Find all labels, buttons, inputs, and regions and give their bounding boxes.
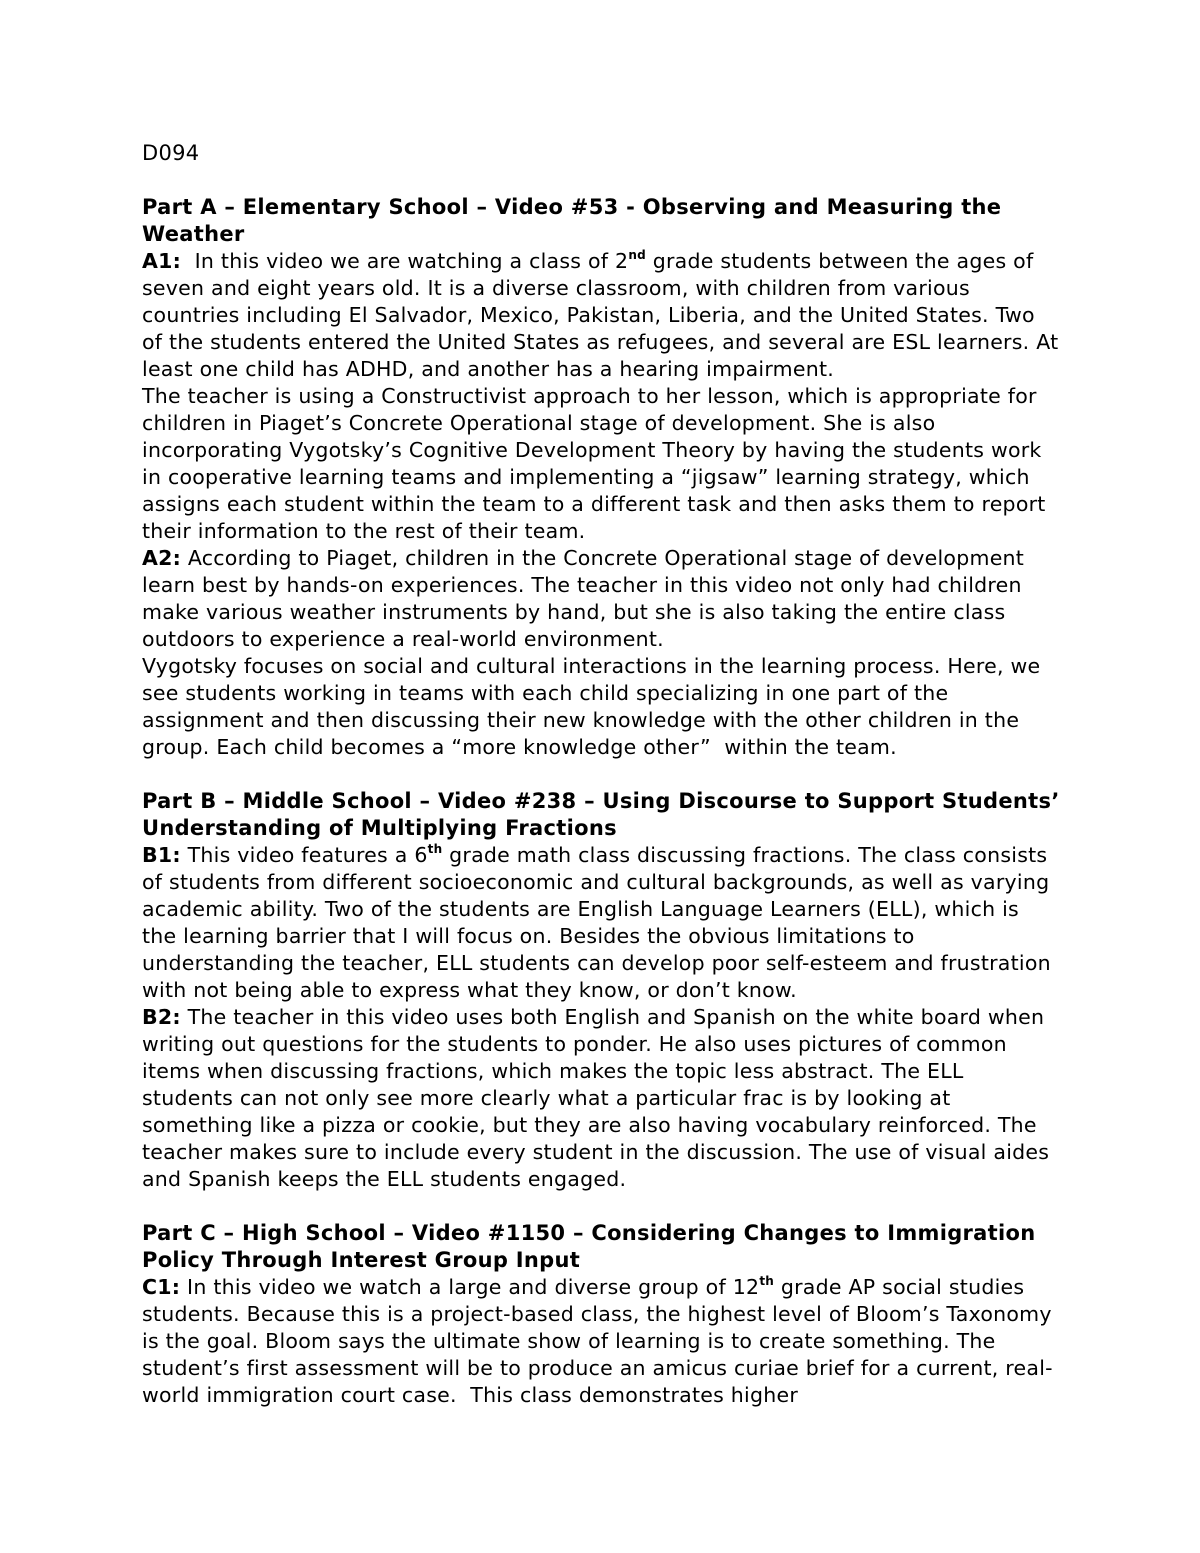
body-paragraph — [142, 383, 1060, 545]
document-code: D094 — [142, 141, 200, 165]
answer-label: B2: — [142, 1005, 181, 1029]
paragraph-text: According to Piaget, children in the Concrete Operational stage of development learn best by hands-on experiences. The teacher in this video not only had children make various weather instruments by hand, but she is also taking the entire class outdoors to experience a real-world environment. — [142, 546, 1031, 651]
document-section — [142, 194, 1066, 761]
paragraph-text: Vygotsky focuses on social and cultural interactions in the learning process. Here, we see students working in teams with each child specializing in one part of the assignment and then discussing their new knowledge with the other children in the group. Each child becomes a “more knowledge other” within the team. — [142, 654, 1048, 759]
document-section — [142, 788, 1060, 1193]
section-heading: Part B – Middle School – Video #238 – Using Discourse to Support Students’ Understanding of Multiplying Fractions — [142, 789, 1060, 840]
answer-label: B1: — [142, 843, 181, 867]
ordinal-suffix: th — [759, 1274, 775, 1288]
paragraph-text: This video features a 6 — [180, 843, 428, 867]
ordinal-suffix: nd — [628, 248, 646, 262]
body-paragraph — [142, 1274, 1060, 1409]
paragraph-text: In this video we are watching a class of 2 — [181, 249, 629, 273]
body-paragraph — [142, 1004, 1060, 1193]
paragraph-text: The teacher in this video uses both English and Spanish on the white board when writing out questions for the students to ponder. He also uses pictures of common items when discussing fractions, which makes the topic less abstract. The ELL students can not only see more clearly what a particular frac is by looking at something like a pizza or cookie, but they are also having vocabulary reinforced. The teacher makes sure to include every student in the discussion. The use of visual aides and Spanish keeps the ELL students engaged. — [142, 1005, 1056, 1191]
document-section — [142, 1220, 1060, 1409]
body-paragraph — [142, 842, 1060, 1004]
paragraph-text: The teacher is using a Constructivist approach to her lesson, which is appropriate for children in Piaget’s Concrete Operational stage of development. She is also incorporating Vygotsky’s Cognitive Development Theory by having the students work in cooperative learning teams and implementing a “jigsaw” learning strategy, which assigns each student within the team to a different task and then asks them to report their information to the rest of their team. — [142, 384, 1053, 543]
paragraph-text: In this video we watch a large and diverse group of 12 — [180, 1275, 760, 1299]
answer-label: A2: — [142, 546, 182, 570]
paragraph-text: grade AP social studies students. Because this is a project-based class, the highest level of Bloom’s Taxonomy is the goal. Bloom says the ultimate show of learning is to create something. The student’s first assessment will be to produce an amicus curiae brief for a current, real-world immigration court case. This class demonstrates higher — [142, 1275, 1059, 1407]
answer-label: A1: — [142, 249, 182, 273]
body-paragraph — [142, 545, 1060, 653]
body-paragraph — [142, 653, 1060, 761]
ordinal-suffix: th — [427, 842, 443, 856]
body-paragraph — [142, 248, 1066, 383]
paragraph-text: grade math class discussing fractions. The class consists of students from different socioeconomic and cultural backgrounds, as well as varying academic ability. Two of the students are English Language Learners (ELL), which is the learning barrier that I will focus on. Besides the obvious limitations to understanding the teacher, ELL students can develop poor self-esteem and frustration with not being able to express what they know, or don’t know. — [142, 843, 1058, 1002]
document-body — [142, 194, 1066, 1409]
answer-label: C1: — [142, 1275, 181, 1299]
section-heading: Part C – High School – Video #1150 – Considering Changes to Immigration Policy Through Interest Group Input — [142, 1221, 1036, 1272]
paragraph-text: grade students between the ages of seven and eight years old. It is a diverse classroom, with children from various countries including El Salvador, Mexico, Pakistan, Liberia, and the United States. Two of the students entered the United States as refugees, and several are ESL learners. At least one child has ADHD, and another has a hearing impairment. — [142, 249, 1066, 381]
section-heading: Part A – Elementary School – Video #53 - Observing and Measuring the Weather — [142, 195, 1002, 246]
